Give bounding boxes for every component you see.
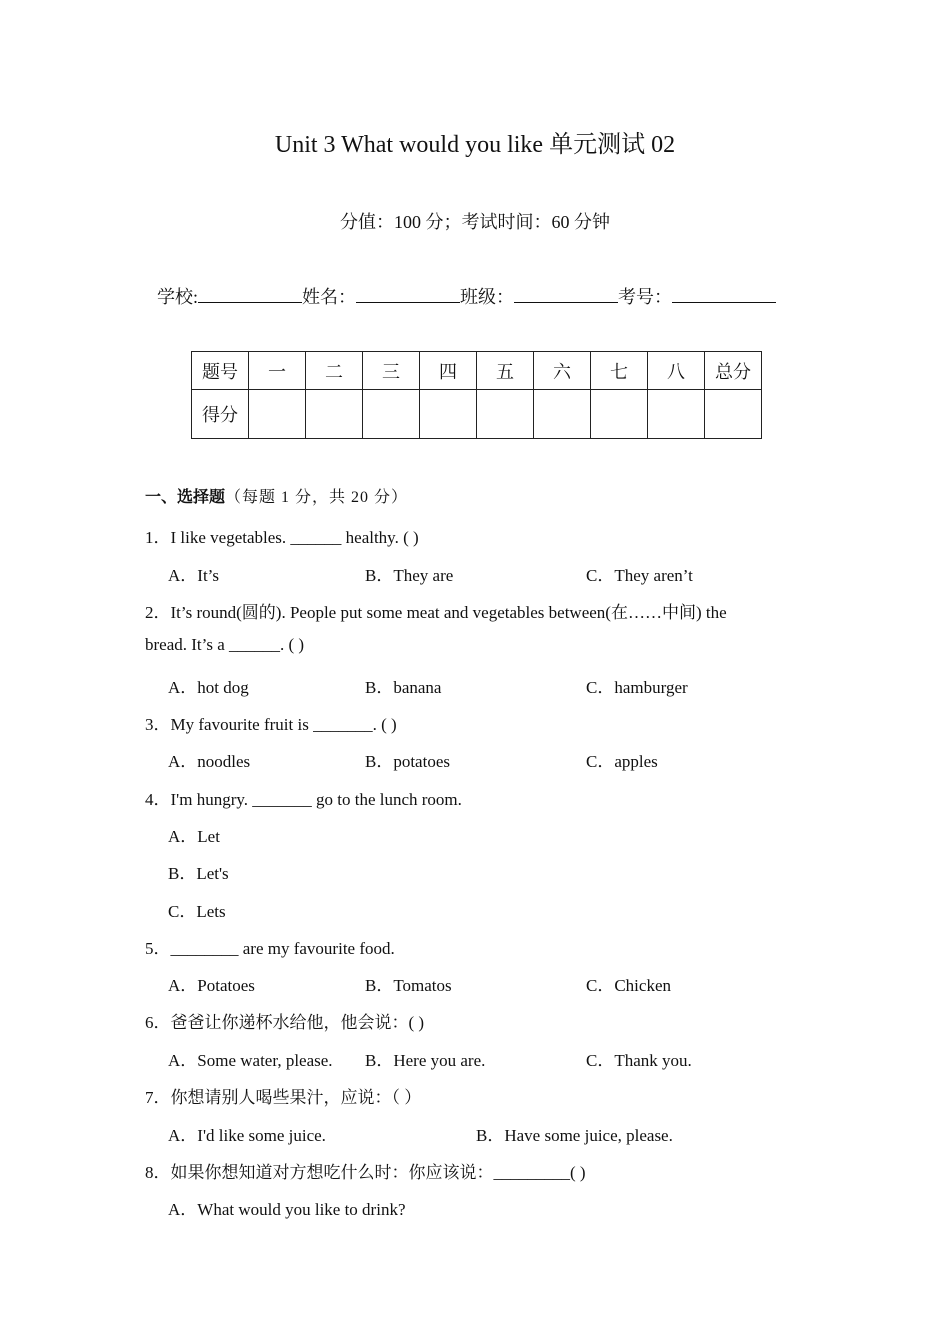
question-7-stem: 7．你想请别人喝些果汁，应说：（ ） — [145, 1088, 422, 1107]
grade-table — [191, 351, 762, 439]
score-cell[interactable] — [648, 390, 705, 439]
name-label: 姓名： — [302, 287, 357, 307]
q3-option-c[interactable]: C．apples — [586, 752, 658, 771]
student-info-line — [157, 283, 776, 309]
question-4-stem: 4．I'm hungry. _______ go to the lunch room. — [145, 790, 462, 809]
column-header: 七 — [591, 352, 648, 390]
q5-option-b[interactable]: B．Tomatos — [365, 976, 452, 995]
question-3-stem: 3．My favourite fruit is _______. ( ) — [145, 715, 397, 734]
name-blank[interactable] — [356, 284, 460, 303]
row-label-score: 得分 — [192, 390, 249, 439]
table-row — [192, 352, 762, 390]
q4-option-c[interactable]: C．Lets — [168, 902, 226, 921]
score-cell[interactable] — [477, 390, 534, 439]
school-blank[interactable] — [198, 284, 302, 303]
q1-option-a[interactable]: A．It’s — [168, 566, 219, 585]
q3-option-b[interactable]: B．potatoes — [365, 752, 450, 771]
column-header: 一 — [249, 352, 306, 390]
score-cell[interactable] — [306, 390, 363, 439]
page-title: Unit 3 What would you like 单元测试 02 — [274, 132, 676, 158]
column-header: 六 — [534, 352, 591, 390]
school-label: 学校: — [157, 287, 199, 307]
score-cell[interactable] — [534, 390, 591, 439]
question-2-stem-cont: bread. It’s a ______. ( ) — [145, 635, 305, 654]
question-2-stem: 2．It’s round(圆的). People put some meat and vegetables between(在……中间) the — [145, 603, 727, 622]
q4-option-a[interactable]: A．Let — [168, 827, 220, 846]
q2-option-a[interactable]: A．hot dog — [168, 678, 249, 697]
score-cell[interactable] — [363, 390, 420, 439]
column-header: 八 — [648, 352, 705, 390]
q5-option-a[interactable]: A．Potatoes — [168, 976, 255, 995]
score-cell[interactable] — [705, 390, 762, 439]
q6-option-a[interactable]: A．Some water, please. — [168, 1051, 333, 1070]
column-header: 总分 — [705, 352, 762, 390]
q6-option-b[interactable]: B．Here you are. — [365, 1051, 486, 1070]
q5-option-c[interactable]: C．Chicken — [586, 976, 671, 995]
q2-option-c[interactable]: C．hamburger — [586, 678, 688, 697]
column-header: 五 — [477, 352, 534, 390]
exam-no-blank[interactable] — [672, 284, 776, 303]
score-cell[interactable] — [420, 390, 477, 439]
q3-option-a[interactable]: A．noodles — [168, 752, 251, 771]
section-heading — [145, 484, 408, 507]
q7-option-b[interactable]: B．Have some juice, please. — [476, 1126, 673, 1145]
q1-option-b[interactable]: B．They are — [365, 566, 454, 585]
score-cell[interactable] — [249, 390, 306, 439]
question-8-stem: 8．如果你想知道对方想吃什么时：你应该说：_________( ) — [145, 1163, 586, 1182]
q7-option-a[interactable]: A．I'd like some juice. — [168, 1126, 326, 1145]
section-points: （每题 1 分，共 20 分） — [225, 489, 409, 506]
section-title: 一、选择题 — [145, 487, 226, 506]
q6-option-c[interactable]: C．Thank you. — [586, 1051, 692, 1070]
exam-no-label: 考号： — [618, 287, 673, 307]
class-blank[interactable] — [514, 284, 618, 303]
q1-option-c[interactable]: C．They aren’t — [586, 566, 693, 585]
column-header: 二 — [306, 352, 363, 390]
q4-option-b[interactable]: B．Let's — [168, 864, 229, 883]
score-cell[interactable] — [591, 390, 648, 439]
class-label: 班级： — [460, 287, 515, 307]
question-6-stem: 6．爸爸让你递杯水给他，他会说：( ) — [145, 1013, 425, 1032]
question-1-stem: 1．I like vegetables. ______ healthy. ( ) — [145, 528, 419, 547]
q8-option-a[interactable]: A．What would you like to drink? — [168, 1200, 406, 1219]
column-header: 四 — [420, 352, 477, 390]
row-label-question-no: 题号 — [192, 352, 249, 390]
table-row — [192, 390, 762, 439]
column-header: 三 — [363, 352, 420, 390]
question-5-stem: 5．________ are my favourite food. — [145, 939, 395, 958]
q2-option-b[interactable]: B．banana — [365, 678, 442, 697]
score-line: 分值：100 分；考试时间：60 分钟 — [340, 212, 610, 232]
